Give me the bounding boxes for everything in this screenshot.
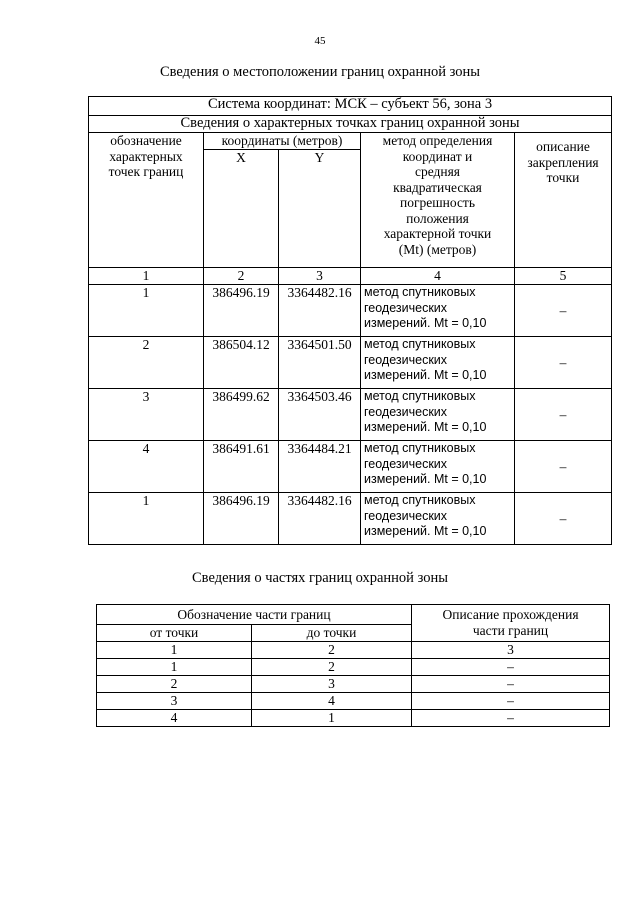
method-header: [361, 133, 515, 268]
y-cell: 3364501.50: [279, 337, 361, 389]
column-number: 1: [97, 641, 252, 658]
header-line: описание: [536, 139, 590, 154]
header-line: метод определения: [382, 133, 493, 148]
section-title-location: Сведения о местоположении границ охранной зоны: [159, 64, 480, 80]
header-line: средняя: [414, 164, 461, 179]
description-header: [515, 133, 612, 268]
method-cell: [361, 441, 515, 493]
from-cell: 1: [97, 658, 252, 675]
description-cell: –: [515, 389, 612, 441]
from-point-header: от точки: [97, 625, 252, 642]
coordinates-header: координаты (метров): [204, 133, 361, 150]
header-line: точки: [546, 170, 580, 185]
table-row: [89, 337, 612, 389]
column-number: 3: [412, 641, 610, 658]
y-cell: 3364482.16: [279, 493, 361, 545]
method-cell: [361, 285, 515, 337]
from-cell: 4: [97, 709, 252, 726]
header-line: координат и: [402, 148, 473, 164]
table-row: [97, 692, 610, 709]
column-numbers-row: [89, 268, 612, 285]
method-line: метод спутниковых: [364, 389, 476, 403]
description-cell: –: [412, 692, 610, 709]
column-number: 2: [204, 268, 279, 285]
part-designation-header: Обозначение части границ: [97, 605, 412, 625]
column-number: 2: [252, 641, 412, 658]
table-row: [89, 285, 612, 337]
coordinate-system-row: [89, 97, 612, 116]
x-cell: 386496.19: [204, 493, 279, 545]
header-line: квадратическая: [393, 179, 482, 195]
point-cell: 2: [89, 337, 204, 389]
method-cell: [361, 389, 515, 441]
table-row: [89, 389, 612, 441]
method-line: измерений. Mt = 0,10: [364, 316, 487, 330]
table-subtitle-row: [89, 116, 612, 133]
point-designation-header: [89, 133, 204, 268]
header-line: погрешность: [399, 195, 475, 210]
table-row: [89, 493, 612, 545]
column-number: 1: [89, 268, 204, 285]
section-title-parts: Сведения о частях границ охранной зоны: [192, 570, 448, 586]
column-number: 5: [515, 268, 612, 285]
passage-description-header: [412, 605, 610, 642]
header-line: точек границ: [108, 164, 184, 179]
x-header: X: [204, 150, 279, 268]
method-line: метод спутниковых: [364, 441, 476, 455]
method-line: геодезических: [364, 404, 448, 419]
x-cell: 386491.61: [204, 441, 279, 493]
header-line: обозначение: [110, 133, 182, 148]
description-cell: –: [515, 441, 612, 493]
description-cell: –: [515, 337, 612, 389]
header-row: [89, 133, 612, 150]
to-cell: 1: [252, 709, 412, 726]
method-line: геодезических: [364, 352, 448, 367]
coordinate-system-cell: Система координат: МСК – субъект 56, зона 3: [89, 97, 612, 116]
boundary-parts-table: [96, 604, 610, 727]
method-line: измерений. Mt = 0,10: [364, 368, 487, 382]
point-cell: 1: [89, 493, 204, 545]
column-number: 4: [361, 268, 515, 285]
table-row: [89, 441, 612, 493]
x-cell: 386504.12: [204, 337, 279, 389]
to-cell: 4: [252, 692, 412, 709]
description-cell: –: [412, 658, 610, 675]
method-line: метод спутниковых: [364, 337, 476, 351]
method-line: геодезических: [364, 300, 448, 315]
x-cell: 386496.19: [204, 285, 279, 337]
header-line: характерных: [109, 148, 183, 164]
to-cell: 2: [252, 658, 412, 675]
point-cell: 4: [89, 441, 204, 493]
x-cell: 386499.62: [204, 389, 279, 441]
to-point-header: до точки: [252, 625, 412, 642]
method-line: геодезических: [364, 508, 448, 523]
header-line: Описание прохождения: [442, 607, 579, 623]
point-cell: 3: [89, 389, 204, 441]
description-cell: –: [412, 675, 610, 692]
header-line: (Mt) (метров): [398, 241, 477, 257]
description-cell: –: [515, 493, 612, 545]
from-cell: 2: [97, 675, 252, 692]
to-cell: 3: [252, 675, 412, 692]
method-line: измерений. Mt = 0,10: [364, 472, 487, 486]
from-cell: 3: [97, 692, 252, 709]
method-line: метод спутниковых: [364, 285, 476, 299]
table-row: [97, 675, 610, 692]
header-row: [97, 605, 610, 625]
method-line: метод спутниковых: [364, 493, 476, 507]
y-cell: 3364482.16: [279, 285, 361, 337]
table-subtitle-cell: Сведения о характерных точках границ охранной зоны: [89, 116, 612, 133]
method-line: геодезических: [364, 456, 448, 471]
column-numbers-row: [97, 641, 610, 658]
boundary-points-table: [88, 96, 612, 545]
description-cell: –: [412, 709, 610, 726]
header-line: положения: [406, 210, 469, 226]
page-number: 45: [314, 35, 326, 47]
method-cell: [361, 337, 515, 389]
y-cell: 3364503.46: [279, 389, 361, 441]
header-line: части границ: [472, 622, 549, 638]
y-cell: 3364484.21: [279, 441, 361, 493]
description-cell: –: [515, 285, 612, 337]
column-number: 3: [279, 268, 361, 285]
method-cell: [361, 493, 515, 545]
table-row: [97, 658, 610, 675]
header-line: закрепления: [527, 154, 599, 170]
table-row: [97, 709, 610, 726]
point-cell: 1: [89, 285, 204, 337]
y-header: Y: [279, 150, 361, 268]
method-line: измерений. Mt = 0,10: [364, 524, 487, 538]
header-line: характерной точки: [383, 226, 492, 241]
method-line: измерений. Mt = 0,10: [364, 420, 487, 434]
